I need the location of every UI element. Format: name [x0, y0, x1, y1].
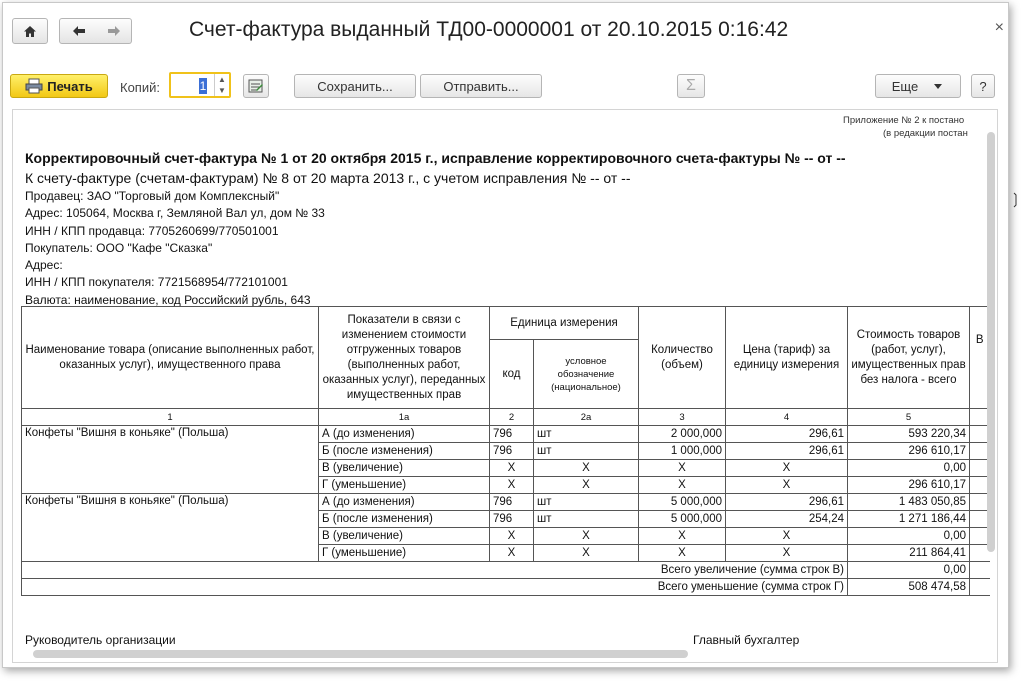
currency-line: Валюта: наименование, код Российский рубль, 643 — [25, 292, 311, 307]
copies-label: Копий: — [120, 80, 160, 95]
header-next-cut: В — [970, 307, 990, 409]
window-title: Счет-фактура выданный ТД00-0000001 от 20.10.2015 0:16:42 — [189, 18, 789, 41]
col-number: 1 — [22, 409, 319, 426]
col-number: 4 — [726, 409, 848, 426]
print-settings-icon — [248, 78, 264, 94]
cost: 296 610,17 — [848, 443, 970, 460]
cut-cell — [970, 562, 990, 579]
back-button[interactable] — [59, 18, 99, 44]
cost: 593 220,34 — [848, 426, 970, 443]
row-label: А (до изменения) — [319, 426, 490, 443]
seller-inn-line: ИНН / КПП продавца: 7705260699/770501001 — [25, 223, 279, 238]
buyer-inn-line: ИНН / КПП покупателя: 7721568954/772101001 — [25, 275, 288, 290]
cost: 0,00 — [848, 528, 970, 545]
unit-code: Х — [490, 528, 534, 545]
sum-button[interactable]: Σ — [677, 74, 705, 98]
document-view[interactable] — [12, 109, 998, 663]
price: 254,24 — [726, 511, 848, 528]
row-label: Б (после изменения) — [319, 511, 490, 528]
seller-line: Продавец: ЗАО "Торговый дом Комплексный" — [25, 189, 280, 203]
signature-head: Руководитель организации — [25, 633, 176, 647]
header-unit-name: условное обозначение (национальное) — [534, 340, 639, 409]
header-price: Цена (тариф) за единицу измерения — [726, 307, 848, 409]
help-button[interactable]: ? — [971, 74, 995, 98]
table-row — [22, 426, 990, 443]
total-increase-value: 0,00 — [848, 562, 970, 579]
price: Х — [726, 460, 848, 477]
quantity: 5 000,000 — [639, 511, 726, 528]
document-requisites — [25, 188, 325, 309]
buyer-line: Покупатель: ООО "Кафе "Сказка" — [25, 240, 213, 255]
appendix-line-2: (в редакции постан — [883, 128, 968, 139]
title-bar — [3, 3, 1008, 59]
copies-stepper[interactable]: ▲ ▼ — [214, 74, 229, 96]
unit-code: Х — [490, 545, 534, 562]
signature-accountant: Главный бухгалтер — [693, 633, 800, 647]
appendix-line-1: Приложение № 2 к постано — [843, 115, 965, 126]
header-name: Наименование товара (описание выполненных работ, оказанных услуг), имущественного права — [22, 307, 319, 409]
cost: 296 610,17 — [848, 477, 970, 494]
total-increase-label: Всего увеличение (сумма строк В) — [22, 562, 848, 579]
row-label: Б (после изменения) — [319, 443, 490, 460]
arrow-left-icon — [72, 25, 86, 37]
quantity: Х — [639, 528, 726, 545]
document-heading: Корректировочный счет-фактура № 1 от 20 октября 2015 г., исправление корректировочного счета-фактуры № -- от -- — [25, 150, 846, 166]
col-number: 1а — [319, 409, 490, 426]
send-button[interactable]: Отправить... — [420, 74, 542, 98]
row-label: Г (уменьшение) — [319, 545, 490, 562]
cost: 1 271 186,44 — [848, 511, 970, 528]
cost: 0,00 — [848, 460, 970, 477]
total-row — [22, 579, 990, 596]
print-form-window — [2, 2, 1009, 668]
print-label: Печать — [47, 78, 93, 94]
table-row — [22, 494, 990, 511]
unit-code: Х — [490, 460, 534, 477]
quantity: 2 000,000 — [639, 426, 726, 443]
col-number: 5 — [848, 409, 970, 426]
document-subheading: К счету-фактуре (счетам-фактурам) № 8 от 20 марта 2013 г., с учетом исправления № -- от -- — [25, 170, 631, 186]
chevron-down-icon — [932, 82, 944, 90]
header-quantity: Количество (объем) — [639, 307, 726, 409]
row-label: В (увеличение) — [319, 528, 490, 545]
home-button[interactable] — [12, 18, 48, 44]
header-indicators: Показатели в связи с изменением стоимости отгруженных товаров (выполненных работ, оказанных услуг), переданных имущественных прав — [319, 307, 490, 409]
total-decrease-value: 508 474,58 — [848, 579, 970, 596]
header-unit-code: код — [490, 340, 534, 409]
unit-name: шт — [534, 494, 639, 511]
horizontal-scrollbar[interactable] — [33, 650, 688, 658]
price: 296,61 — [726, 494, 848, 511]
col-number: 3 — [639, 409, 726, 426]
header-unit: Единица измерения — [490, 307, 639, 340]
close-icon[interactable]: × — [994, 19, 1004, 36]
quantity: Х — [639, 545, 726, 562]
cost: 211 864,41 — [848, 545, 970, 562]
col-number: 2а — [534, 409, 639, 426]
quantity: 1 000,000 — [639, 443, 726, 460]
printer-icon — [25, 78, 43, 94]
toolbar — [3, 69, 1008, 103]
more-button[interactable] — [875, 74, 961, 98]
copies-value: 1 — [199, 79, 207, 93]
buyer-address-line: Адрес: — [25, 258, 63, 273]
total-decrease-label: Всего уменьшение (сумма строк Г) — [22, 579, 848, 596]
unit-code: 796 — [490, 426, 534, 443]
row-label: А (до изменения) — [319, 494, 490, 511]
unit-name: Х — [534, 477, 639, 494]
forward-button[interactable] — [97, 18, 132, 44]
price: Х — [726, 528, 848, 545]
invoice-table — [21, 306, 990, 596]
home-icon — [23, 25, 37, 38]
unit-code: Х — [490, 477, 534, 494]
appendix-note — [843, 114, 993, 140]
save-button[interactable]: Сохранить... — [294, 74, 416, 98]
unit-code: 796 — [490, 443, 534, 460]
unit-code: 796 — [490, 511, 534, 528]
price: 296,61 — [726, 443, 848, 460]
unit-name: шт — [534, 426, 639, 443]
unit-code: 796 — [490, 494, 534, 511]
arrow-right-icon — [107, 25, 121, 37]
unit-name: Х — [534, 460, 639, 477]
quantity: Х — [639, 477, 726, 494]
print-button[interactable] — [10, 74, 108, 98]
unit-name: шт — [534, 511, 639, 528]
seller-address-line: Адрес: 105064, Москва г, Земляной Вал ул, дом № 33 — [25, 206, 325, 221]
vertical-scrollbar[interactable] — [987, 132, 995, 552]
total-row — [22, 562, 990, 579]
row-label: В (увеличение) — [319, 460, 490, 477]
quantity: 5 000,000 — [639, 494, 726, 511]
price: Х — [726, 477, 848, 494]
header-cost: Стоимость товаров (работ, услуг), имущественных прав без налога - всего — [848, 307, 970, 409]
product-name: Конфеты "Вишня в коньяке" (Польша) — [22, 494, 319, 562]
copies-input[interactable] — [169, 72, 231, 98]
cut-cell — [970, 579, 990, 596]
print-settings-button[interactable] — [243, 74, 269, 98]
unit-name: Х — [534, 528, 639, 545]
more-label: Еще — [891, 78, 919, 94]
cost: 1 483 050,85 — [848, 494, 970, 511]
product-name: Конфеты "Вишня в коньяке" (Польша) — [22, 426, 319, 494]
unit-name: Х — [534, 545, 639, 562]
unit-name: шт — [534, 443, 639, 460]
text-cursor-icon — [1013, 192, 1018, 208]
quantity: Х — [639, 460, 726, 477]
price: 296,61 — [726, 426, 848, 443]
row-label: Г (уменьшение) — [319, 477, 490, 494]
col-number: 2 — [490, 409, 534, 426]
price: Х — [726, 545, 848, 562]
